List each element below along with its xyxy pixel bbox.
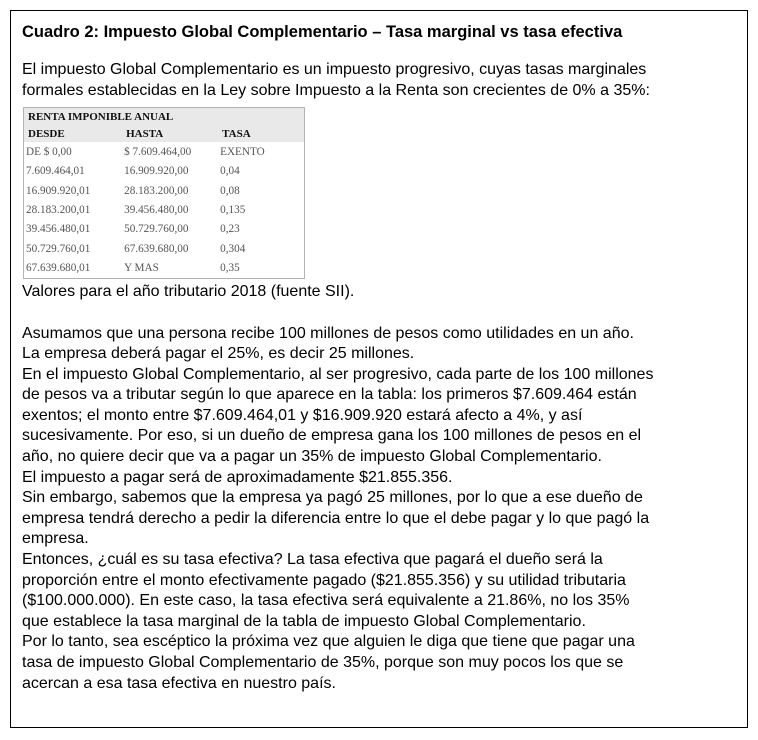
cell-hasta: 16.909.920,00 [124,165,189,178]
cell-desde: 7.609.464,01 [26,165,85,178]
tax-rate-table [23,107,305,279]
body-line: tasa de impuesto Global Complementario de 35%, porque son muy pocos los que se [22,654,624,672]
body-line: empresa tendrá derecho a pedir la diferencia entre lo que el debe pagar y lo que pagó la [22,509,650,527]
box-title: Cuadro 2: Impuesto Global Complementario – Tasa marginal vs tasa efectiva [22,23,623,41]
body-line: Entonces, ¿cuál es su tasa efectiva? La tasa efectiva que pagará el dueño será la [22,551,603,569]
cell-desde: 28.183.200,01 [26,204,91,217]
cell-tasa: 0,23 [220,223,240,236]
body-line: Sin embargo, sabemos que la empresa ya pagó 25 millones, por lo que a ese dueño de [22,489,643,507]
cell-desde: 67.639.680,01 [26,262,91,275]
table-row [24,162,304,181]
cell-tasa: 0,135 [220,204,246,217]
cell-hasta: 50.729.760,00 [124,223,189,236]
table-row [24,142,304,161]
cell-desde: DE $ 0,00 [26,145,72,158]
body-paragraph [22,324,722,695]
table-row [24,239,304,258]
source-note: Valores para el año tributario 2018 (fuente SII). [22,282,355,300]
body-line: En el impuesto Global Complementario, al ser progresivo, cada parte de los 100 millones [22,365,654,383]
table-row [24,200,304,219]
cell-desde: 39.456.480,01 [26,223,91,236]
body-line: que establece la tasa marginal de la tabla de impuesto Global Complementario. [22,612,586,630]
cell-hasta: 28.183.200,00 [124,184,189,197]
cell-tasa: 0,304 [220,242,246,255]
intro-line: El impuesto Global Complementario es un impuesto progresivo, cuyas tasas marginales [22,61,647,78]
body-line: sucesivamente. Por eso, si un dueño de empresa gana los 100 millones de pesos en el [22,427,642,445]
body-line: ($100.000.000). En este caso, la tasa efectiva será equivalente a 21.86%, no los 35% [22,592,630,610]
body-line: empresa. [22,530,89,548]
body-line: de pesos va a tributar según lo que aparece en la tabla: los primeros $7.609.464 están [22,386,637,404]
table-caption: RENTA IMPONIBLE ANUAL [24,108,304,125]
column-header-hasta: HASTA [122,125,218,142]
table-row [24,181,304,200]
table-row [24,259,304,278]
cell-tasa: 0,04 [220,165,240,178]
cell-tasa: EXENTO [220,145,265,158]
body-line: año, no quiere decir que va a pagar un 35% de impuesto Global Complementario. [22,448,602,466]
cell-tasa: 0,35 [220,262,240,275]
body-line: La empresa deberá pagar el 25%, es decir 25 millones. [22,345,415,363]
column-header-desde: DESDE [24,125,122,142]
cell-tasa: 0,08 [220,184,240,197]
body-line: exentos; el monto entre $7.609.464,01 y $16.909.920 estará afecto a 4%, y así [22,406,583,424]
cell-desde: 50.729.760,01 [26,242,91,255]
body-line: Asumamos que una persona recibe 100 millones de pesos como utilidades en un año. [22,324,634,342]
cell-hasta: 39.456.480,00 [124,204,189,217]
cell-hasta: $ 7.609.464,00 [124,145,192,158]
cell-hasta: 67.639.680,00 [124,242,189,255]
intro-paragraph [22,60,722,101]
body-line: El impuesto a pagar será de aproximadamente $21.855.356. [22,468,453,486]
column-header-tasa: TASA [218,125,304,142]
intro-line: formales establecidas en la Ley sobre Impuesto a la Renta son crecientes de 0% a 35%: [22,81,650,99]
cell-hasta: Y MAS [124,262,159,275]
document-content [22,22,722,694]
body-line: Por lo tanto, sea escéptico la próxima vez que alguien le diga que tiene que pagar una [22,633,635,651]
table-row [24,220,304,239]
body-line: proporción entre el monto efectivamente pagado ($21.855.356) y su utilidad tributaria [22,571,626,589]
body-line: acercan a esa tasa efectiva en nuestro país. [22,674,336,692]
cell-desde: 16.909.920,01 [26,184,91,197]
